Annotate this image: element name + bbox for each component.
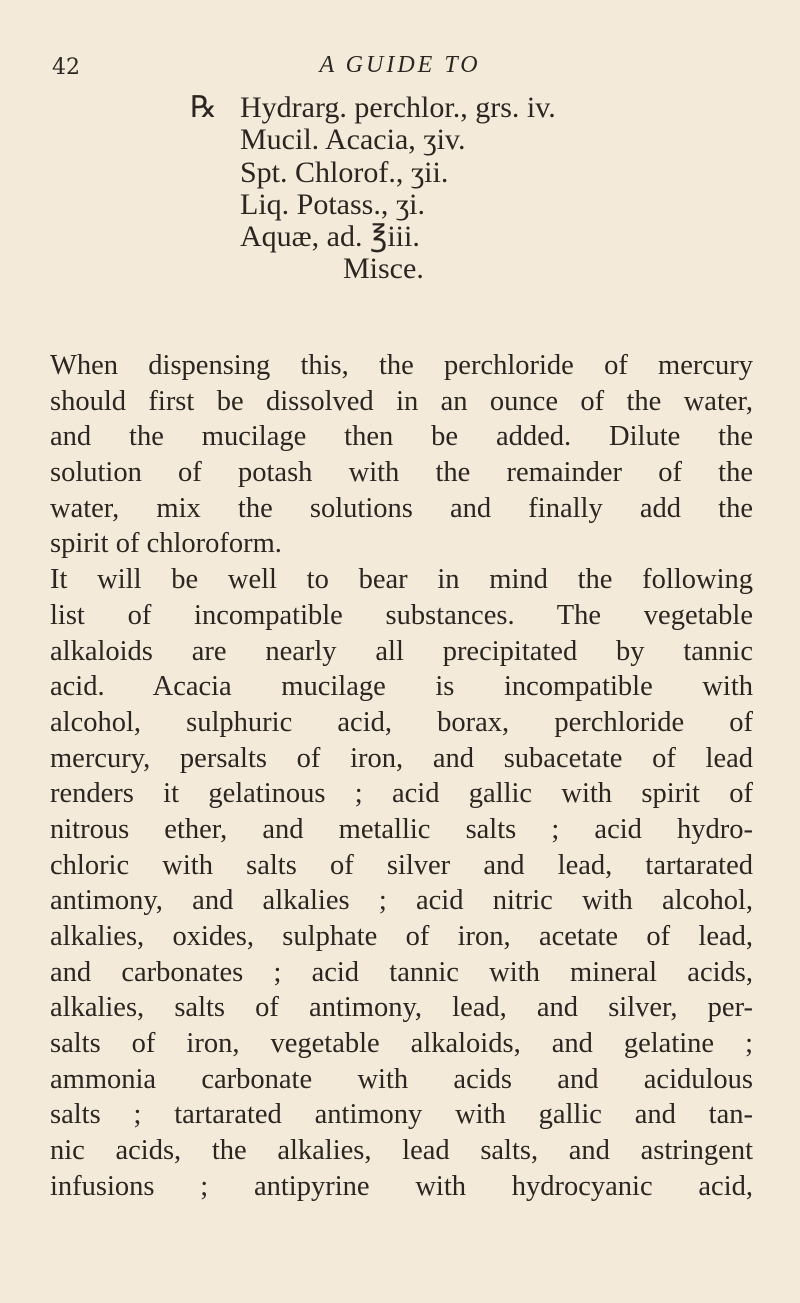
prescription-line: Liq. Potass., ʒi. — [240, 187, 425, 221]
text-line: spirit of chloroform. — [50, 528, 282, 560]
prescription-line: Spt. Chlorof., ʒii. — [240, 155, 449, 189]
text-line: water, mix the solutions and finally add the — [50, 492, 753, 524]
prescription-closing: Misce. — [343, 252, 424, 286]
body-text — [50, 348, 753, 1205]
text-line: solution of potash with the remainder of the — [50, 457, 753, 489]
text-line: and the mucilage then be added. Dilute the — [50, 421, 753, 453]
text-line: salts ; tartarated antimony with gallic and tan- — [50, 1099, 753, 1131]
text-line: antimony, and alkalies ; acid nitric with alcohol, — [50, 885, 753, 917]
text-line: ammonia carbonate with acids and acidulous — [50, 1063, 753, 1095]
text-line: It will be well to bear in mind the following — [50, 564, 753, 596]
running-title: A GUIDE TO — [319, 52, 481, 78]
text-line: chloric with salts of silver and lead, tartarated — [50, 849, 753, 881]
prescription-line — [190, 92, 556, 124]
text-line: list of incompatible substances. The vegetable — [50, 599, 753, 631]
text-line: infusions ; antipyrine with hydrocyanic acid, — [50, 1170, 753, 1202]
text-line: alkalies, salts of antimony, lead, and silver, per- — [50, 992, 753, 1024]
prescription-line: Mucil. Acacia, ʒiv. — [240, 123, 466, 157]
text-line: salts of iron, vegetable alkaloids, and gelatine ; — [50, 1028, 753, 1060]
text-line: alkaloids are nearly all precipitated by tannic — [50, 635, 753, 667]
text-line: nitrous ether, and metallic salts ; acid hydro- — [50, 813, 753, 845]
page-number: 42 — [52, 55, 80, 80]
text-line: alcohol, sulphuric acid, borax, perchloride of — [50, 706, 753, 738]
text-line: alkalies, oxides, sulphate of iron, acetate of lead, — [50, 921, 753, 952]
text-line: nic acids, the alkalies, lead salts, and astringent — [50, 1135, 753, 1167]
text-line: and carbonates ; acid tannic with mineral acids, — [50, 956, 753, 988]
text-line: mercury, persalts of iron, and subacetate of lead — [50, 742, 753, 774]
prescription-line-text: Hydrarg. perchlor., grs. iv. — [240, 91, 556, 124]
text-line: should first be dissolved in an ounce of the water, — [50, 385, 753, 417]
text-line: When dispensing this, the perchloride of mercury — [50, 350, 753, 381]
text-line: renders it gelatinous ; acid gallic with spirit of — [50, 778, 753, 810]
prescription — [190, 92, 556, 286]
prescription-line: Aquæ, ad. ℥iii. — [240, 220, 420, 254]
text-line: acid. Acacia mucilage is incompatible with — [50, 671, 753, 703]
recipe-symbol-icon: ℞ — [190, 91, 217, 124]
